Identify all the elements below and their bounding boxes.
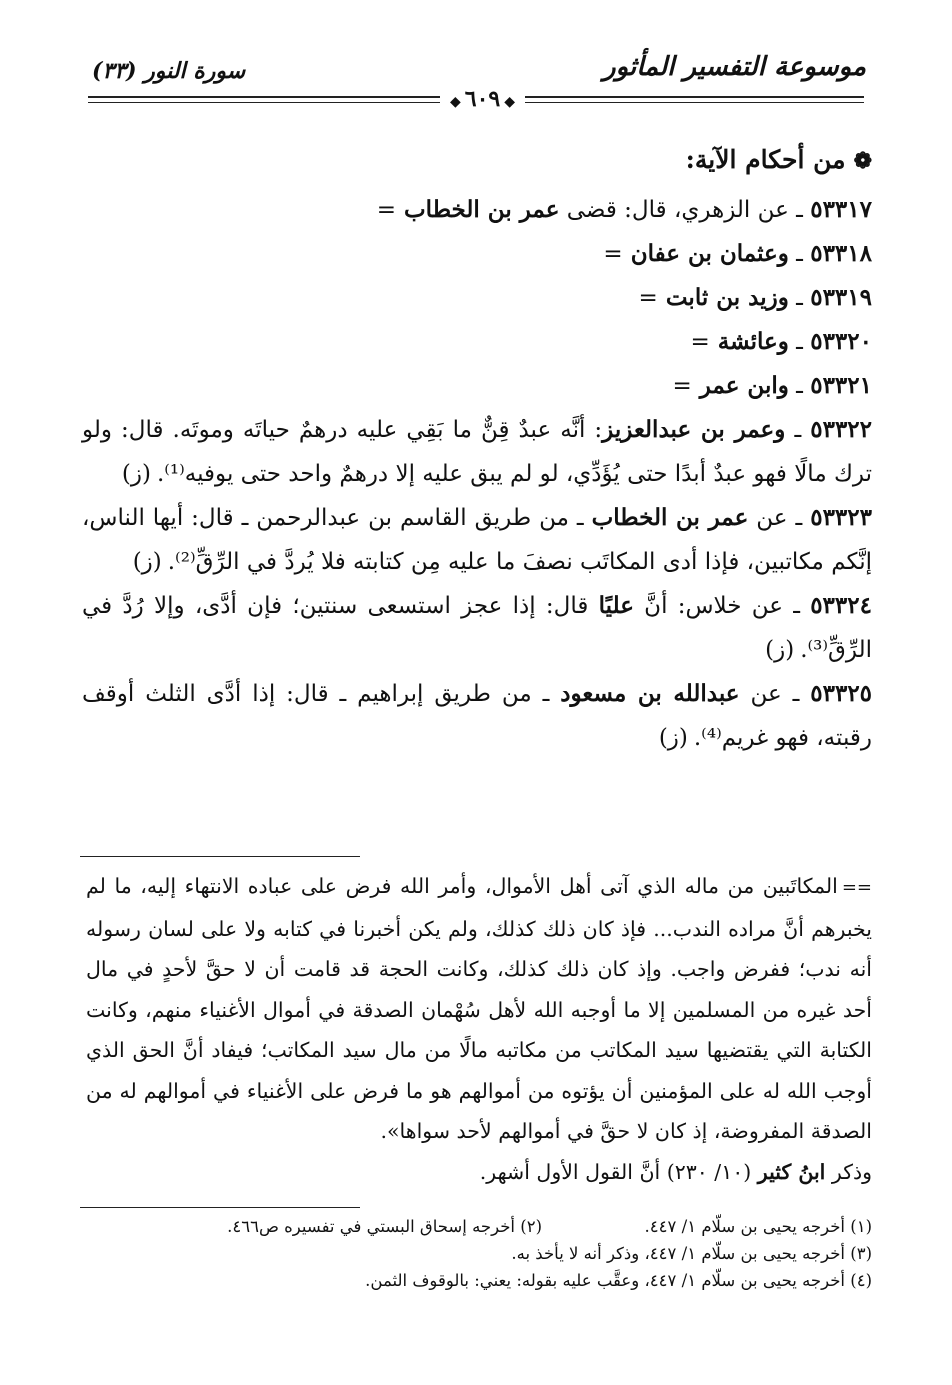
entry xyxy=(82,188,872,232)
source-symbol: (ز) xyxy=(132,549,162,575)
page-number-box xyxy=(440,86,525,112)
entry-eq: = xyxy=(638,285,658,311)
entry-pre: عن الزهري، قال: قضى xyxy=(566,197,789,223)
entry xyxy=(82,276,872,320)
footnotes xyxy=(86,1213,872,1294)
entry xyxy=(82,672,872,760)
entry-number: ٥٣٣٢٣ xyxy=(810,504,872,531)
entry-number: ٥٣٣٢٥ xyxy=(810,680,873,707)
entry-name: عمر بن الخطاب xyxy=(591,504,749,531)
continued-commentary xyxy=(86,866,872,1192)
main-text xyxy=(82,138,872,760)
continuation-mark: == xyxy=(841,877,872,898)
ornament-right-icon: ◆ xyxy=(504,94,516,110)
entry-number: ٥٣٣١٧ xyxy=(810,196,872,223)
ornament-left-icon: ◆ xyxy=(450,94,461,110)
entry xyxy=(82,584,872,672)
flower-ornament-icon: ❁ xyxy=(853,148,872,174)
section-heading-text: من أحكام الآية: xyxy=(685,145,846,174)
entry-eq: = xyxy=(376,197,397,223)
entry-text: : أنَّه عبدٌ قِنٌّ ما بَقِي عليه درهمٌ حياتَه وموتَه. قال: ولو ترك مالًا فهو عبدٌ أبدًا حتى يُؤَدِّي، لو لم يبق عليه إلا درهمٌ واحد حتى يوفيه⁽¹⁾. xyxy=(82,417,872,487)
page-number: ٦٠٩ xyxy=(464,86,501,112)
entry-name: وابن عمر xyxy=(699,372,789,399)
entry-dash: ـ xyxy=(796,285,803,311)
entry xyxy=(82,232,872,276)
entry-pre: عن xyxy=(750,681,782,707)
commentary-post: (١٠/ ٢٣٠) أنَّ القول الأول أشهر. xyxy=(479,1159,752,1184)
entry-name: عليًا xyxy=(598,592,634,619)
entry-dash: ـ xyxy=(796,373,803,399)
entry-number: ٥٣٣١٨ xyxy=(810,240,872,267)
entry-text: ـ من طريق القاسم بن عبدالرحمن ـ قال: أيها الناس، إنَّكم مكاتبين، فإذا أدى المكاتَب نصفَ ما عليه مِن كتابته فلا يُردَّ في الرِّقِّ⁽²⁾. xyxy=(82,505,872,575)
separator-rule xyxy=(80,856,360,857)
entry-dash: ـ xyxy=(793,593,800,619)
entry-name: عبدالله بن مسعود xyxy=(560,680,740,707)
footnote-3: (٣) أخرجه يحيى بن سلّام ١/ ٤٤٧، وذكر أنه لا يأخذ به. xyxy=(511,1244,872,1263)
entry-number: ٥٣٣١٩ xyxy=(810,284,872,311)
surah-label: سورة النور (٣٣) xyxy=(92,58,246,84)
source-symbol: (ز) xyxy=(658,725,688,751)
source-symbol: (ز) xyxy=(121,461,151,487)
entry-number: ٥٣٣٢٠ xyxy=(810,328,872,355)
commentary-text: المكاتَبين من ماله الذي آتى أهل الأموال، وأمر الله فرض على عباده الانتهاء إليه، ما لم يخبرهم أنَّ مراده الندب... فإذ كان ذلك كذلك، ولم يكن أخبرنا في كتابه ولا على لسان رسوله أنه ندب؛ ففرض واجب. وإذ كان ذلك كذلك، وكانت الحجة قد قامت أن لا حقَّ لأحدٍ في مال أحد غيره من المسلمين إلا ما أوجبه الله لأهل سُهْمان الصدقة في أموال الأغنياء منهم، وكانت الكتابة التي يقتضيها سيد المكاتب من مكاتبه مالًا من مال سيد المكاتب؛ فيفاد أنَّ الحق الذي أوجب الله له على المؤمنين أن يؤتوه من أموالهم هو ما فرض على الأغنياء في أموالهم له من الصدقة المفروضة، إذ كان لا حقَّ في أموالهم لأحد سواها». xyxy=(86,874,872,1143)
entry xyxy=(82,320,872,364)
entry-text: قال: إذا عجز استسعى سنتين؛ فإن أدَّى، وإلا رُدَّ في الرِّقِّ⁽³⁾. xyxy=(82,593,872,663)
entry-dash: ـ xyxy=(792,681,800,707)
entry-text: ـ من طريق إبراهيم ـ قال: إذا أدَّى الثلث أوقف رقبته، فهو غريم⁽⁴⁾. xyxy=(82,681,872,751)
footnote-1: (١) أخرجه يحيى بن سلّام ١/ ٤٤٧. xyxy=(644,1217,872,1236)
entry-eq: = xyxy=(672,373,692,399)
footnote-rule xyxy=(80,1207,360,1208)
commentary-paragraph xyxy=(86,866,872,1152)
entry-dash: ـ xyxy=(795,505,803,531)
entry xyxy=(82,364,872,408)
entry-number: ٥٣٣٢٤ xyxy=(810,592,872,619)
entry-name: وعمر بن عبدالعزيز xyxy=(602,416,786,443)
entry-dash: ـ xyxy=(796,197,803,223)
entry-number: ٥٣٣٢٢ xyxy=(810,416,873,443)
entry xyxy=(82,496,872,584)
entry-dash: ـ xyxy=(794,417,802,443)
footnote-2: (٢) أخرجه إسحاق البستي في تفسيره ص٤٦٦. xyxy=(227,1217,542,1236)
footnote-4: (٤) أخرجه يحيى بن سلّام ١/ ٤٤٧، وعقَّب عليه بقوله: يعني: بالوقوف الثمن. xyxy=(365,1271,872,1290)
entry-name: عمر بن الخطاب xyxy=(404,196,560,223)
entry-name: وزيد بن ثابت xyxy=(665,284,789,311)
commentary-last-line xyxy=(86,1152,872,1193)
footnote-row xyxy=(86,1213,872,1240)
commentary-pre: وذكر xyxy=(831,1159,872,1184)
entry-eq: = xyxy=(603,241,623,267)
entry xyxy=(82,408,872,496)
entry-pre: عن خلاس: أنَّ xyxy=(644,593,783,619)
entry-name: وعائشة xyxy=(717,328,789,355)
entry-dash: ـ xyxy=(796,329,803,355)
entry-number: ٥٣٣٢١ xyxy=(810,372,872,399)
entry-name: وعثمان بن عفان xyxy=(630,240,789,267)
section-heading xyxy=(82,138,872,188)
entry-dash: ـ xyxy=(796,241,803,267)
source-symbol: (ز) xyxy=(765,637,795,663)
commentary-name: ابنُ كثير xyxy=(757,1159,826,1184)
book-title: موسوعة التفسير المأثور xyxy=(603,52,866,82)
entry-pre: عن xyxy=(756,505,788,531)
entry-eq: = xyxy=(690,329,710,355)
